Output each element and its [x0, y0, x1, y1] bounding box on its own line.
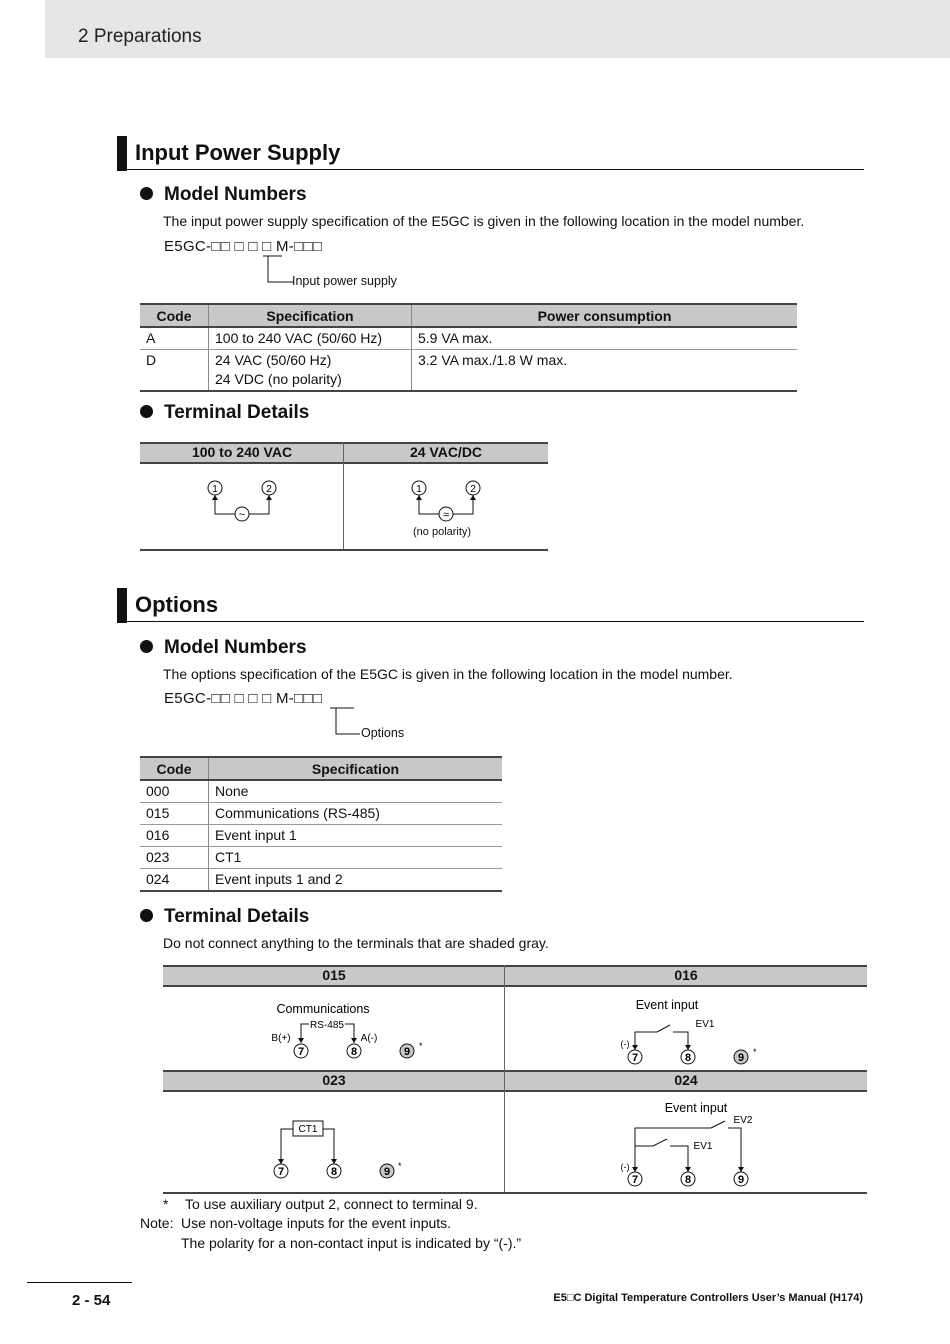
- terminal-2: 2: [266, 484, 272, 495]
- table-row: [140, 350, 797, 392]
- note-label: Note:: [140, 1215, 174, 1231]
- cell-code: 016: [140, 825, 209, 847]
- terminal-7: 7: [631, 1052, 639, 1064]
- col-header-specification: Specification: [209, 304, 412, 327]
- subheading-label: Terminal Details: [164, 906, 310, 927]
- section-bar: [117, 136, 127, 171]
- event-inputs-1-2-diagram: [615, 1098, 765, 1192]
- power-spec-table: [140, 303, 797, 392]
- table-row: [140, 825, 502, 847]
- terminal-9-shaded: 9: [737, 1052, 745, 1064]
- cell-power: 5.9 VA max.: [412, 327, 798, 350]
- table-header-row: [140, 757, 502, 780]
- col-header-100-240vac: 100 to 240 VAC: [191, 444, 293, 460]
- table-row: [140, 869, 502, 892]
- ev1-label: EV1: [693, 1141, 713, 1152]
- no-polarity-label: (no polarity): [413, 526, 472, 538]
- cell-code: 024: [140, 869, 209, 892]
- footnote-auxiliary-output: To use auxiliary output 2, connect to terminal 9.: [185, 1196, 478, 1212]
- subheading-model-numbers: [140, 184, 307, 206]
- cell-code: 000: [140, 780, 209, 803]
- section-title-options: Options: [135, 592, 219, 617]
- section-bar: [117, 588, 127, 623]
- col-header-specification: Specification: [209, 757, 503, 780]
- model-pointer: [326, 706, 366, 740]
- table-row: [140, 780, 502, 803]
- cell-code: 015: [140, 803, 209, 825]
- asterisk-mark: *: [398, 1161, 402, 1171]
- grid-divider: [504, 965, 505, 1193]
- terminal-8: 8: [684, 1052, 692, 1064]
- page-number: 2 - 54: [72, 1292, 111, 1309]
- col-header-023: 023: [322, 1072, 346, 1088]
- table-row: [140, 803, 502, 825]
- event-input-label: Event input: [664, 1101, 728, 1115]
- description-text: The input power supply specification of the E5GC is given in the following location in the model number.: [163, 213, 805, 229]
- model-code: E5GC-□□ □ □ □ M-□□□: [164, 690, 323, 707]
- footnote-star-mark: *: [163, 1196, 169, 1212]
- ct1-terminal-diagram: [265, 1116, 415, 1184]
- section-rule: [117, 621, 864, 622]
- section-title-input-power: Input Power Supply: [135, 140, 341, 165]
- subheading-terminal-details: [140, 906, 309, 928]
- ac-source-icon: ~: [238, 509, 246, 521]
- subheading-label: Model Numbers: [164, 184, 307, 205]
- col-header-code: Code: [140, 304, 209, 327]
- terminal-8: 8: [684, 1174, 692, 1186]
- col-header-code: Code: [140, 757, 209, 780]
- acdc-source-icon: ≈: [442, 509, 450, 521]
- terminal-7: 7: [297, 1046, 305, 1058]
- terminal-9: 9: [737, 1174, 745, 1186]
- cell-spec: [209, 350, 412, 392]
- terminal-1: 1: [212, 484, 218, 495]
- description-text: The options specification of the E5GC is given in the following location in the model number.: [163, 666, 733, 682]
- cell-spec: Event inputs 1 and 2: [209, 869, 503, 892]
- model-code: E5GC-□□ □ □ □ M-□□□: [164, 238, 323, 255]
- cell-spec: Communications (RS-485): [209, 803, 503, 825]
- cell-spec: None: [209, 780, 503, 803]
- table-header-row: [140, 304, 797, 327]
- subheading-model-numbers: [140, 637, 307, 659]
- col-header-24vacdc: 24 VAC/DC: [409, 444, 483, 460]
- cell-power: 3.2 VA max./1.8 W max.: [412, 350, 798, 392]
- cell-code: A: [140, 327, 209, 350]
- pointer-label: Input power supply: [292, 274, 397, 288]
- ac-terminal-diagram: [200, 478, 290, 526]
- cell-spec-line1: 24 VAC (50/60 Hz): [215, 352, 332, 368]
- bullet-icon: [140, 187, 153, 200]
- manual-title: E5□C Digital Temperature Controllers User’s Manual (H174): [553, 1292, 863, 1304]
- terminal-1: 1: [416, 484, 422, 495]
- gray-terminal-note: Do not connect anything to the terminals that are shaded gray.: [163, 935, 549, 951]
- terminal-9-shaded: 9: [403, 1046, 411, 1058]
- grid-divider: [343, 442, 344, 550]
- b-plus-label: B(+): [271, 1033, 291, 1044]
- section-rule: [117, 169, 864, 170]
- table-row: [140, 327, 797, 350]
- cell-spec: Event input 1: [209, 825, 503, 847]
- pointer-label: Options: [361, 726, 405, 740]
- col-header-power: Power consumption: [412, 304, 798, 327]
- col-header-024: 024: [674, 1072, 698, 1088]
- a-minus-label: A(-): [360, 1033, 378, 1044]
- terminal-8: 8: [350, 1046, 358, 1058]
- ct1-label: CT1: [298, 1124, 318, 1135]
- bullet-icon: [140, 640, 153, 653]
- subheading-label: Terminal Details: [164, 402, 310, 423]
- subheading-label: Model Numbers: [164, 637, 307, 658]
- ev1-label: EV1: [695, 1019, 715, 1030]
- rs485-label: RS-485: [310, 1020, 344, 1031]
- bullet-icon: [140, 909, 153, 922]
- terminal-2: 2: [470, 484, 476, 495]
- terminal-7: 7: [631, 1174, 639, 1186]
- minus-label: (-): [620, 1162, 630, 1172]
- acdc-terminal-diagram: [404, 478, 494, 526]
- rs485-terminal-diagram: [265, 998, 435, 1066]
- terminal-9-shaded: 9: [383, 1166, 391, 1178]
- asterisk-mark: *: [419, 1041, 423, 1051]
- col-header-015: 015: [322, 967, 346, 983]
- bullet-icon: [140, 405, 153, 418]
- asterisk-mark: *: [753, 1047, 757, 1057]
- terminal-7: 7: [277, 1166, 285, 1178]
- cell-spec: CT1: [209, 847, 503, 869]
- cell-spec-line2: 24 VDC (no polarity): [215, 371, 342, 387]
- col-header-016: 016: [674, 967, 698, 983]
- cell-code: D: [140, 350, 209, 392]
- chapter-title: 2 Preparations: [78, 26, 202, 47]
- table-row: [140, 847, 502, 869]
- event-input-label: Event input: [635, 998, 699, 1012]
- event-input-1-diagram: [615, 994, 765, 1068]
- subheading-terminal-details: [140, 402, 309, 424]
- minus-label: (-): [620, 1039, 630, 1049]
- grid-bottom-rule: [163, 1192, 867, 1194]
- cell-spec: 100 to 240 VAC (50/60 Hz): [209, 327, 412, 350]
- note-line-2: The polarity for a non-contact input is indicated by “(-).”: [181, 1235, 522, 1251]
- grid-bottom-rule: [140, 549, 548, 551]
- cell-code: 023: [140, 847, 209, 869]
- communications-label: Communications: [276, 1002, 370, 1016]
- note-line-1: Use non-voltage inputs for the event inputs.: [181, 1215, 452, 1231]
- terminal-8: 8: [330, 1166, 338, 1178]
- options-spec-table: [140, 756, 502, 892]
- ev2-label: EV2: [733, 1115, 753, 1126]
- footer-rule: [27, 1282, 132, 1283]
